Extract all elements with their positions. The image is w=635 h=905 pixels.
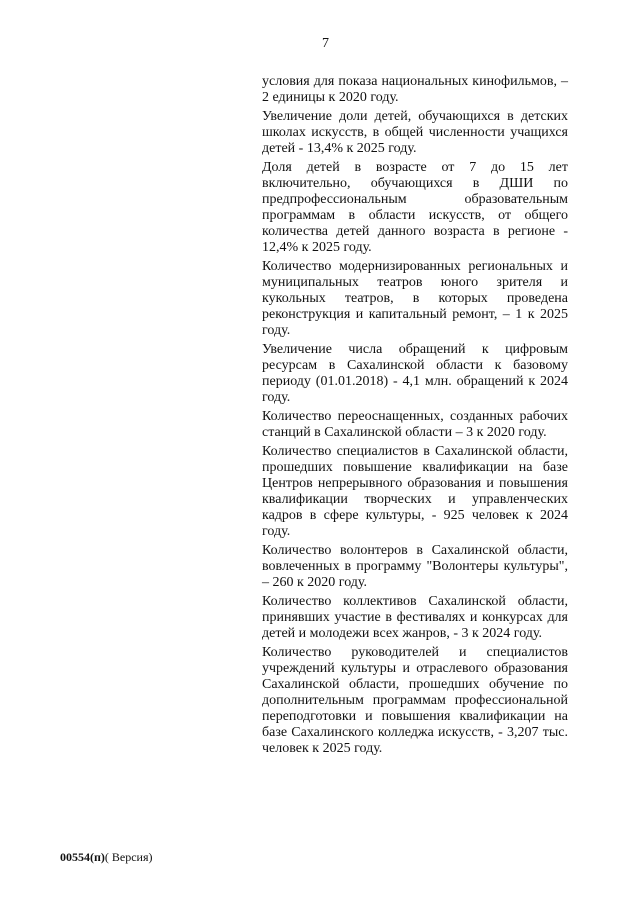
paragraph-digital-resources: Увеличение числа обращений к цифровым ресурсам в Сахалинской области к базовому периоду (01.01.2018) - 4,1 млн. обращений к 2024 году. bbox=[262, 342, 568, 405]
paragraph-cinema-films: условия для показа национальных кинофильмов, – 2 единицы к 2020 году. bbox=[262, 74, 568, 105]
document-version: ( Версия) bbox=[104, 850, 153, 864]
document-code: 00554(п) bbox=[60, 850, 105, 864]
paragraph-workstations: Количество переоснащенных, созданных рабочих станций в Сахалинской области – 3 к 2020 году. bbox=[262, 409, 568, 440]
page-number: 7 bbox=[322, 36, 329, 51]
paragraph-festivals: Количество коллективов Сахалинской области, принявших участие в фестивалях и конкурсах для детей и молодежи всех жанров, - 3 к 2024 году. bbox=[262, 594, 568, 641]
document-body bbox=[262, 74, 568, 760]
paragraph-managers-training: Количество руководителей и специалистов учреждений культуры и отраслевого образования Сахалинской области, прошедших обучение по дополнительным программам профессиональной переподготовки и повышения квалификации на базе Сахалинского колледжа искусств, - 3,207 тыс. человек к 2025 году. bbox=[262, 645, 568, 756]
paragraph-theatres-modernized: Количество модернизированных региональных и муниципальных театров юного зрителя и кукольных театров, в которых проведена реконструкция и капитальный ремонт, – 1 к 2025 году. bbox=[262, 259, 568, 338]
paragraph-art-schools-share: Увеличение доли детей, обучающихся в детских школах искусств, в общей численности учащихся детей - 13,4% к 2025 году. bbox=[262, 109, 568, 156]
paragraph-children-share-dshi: Доля детей в возрасте от 7 до 15 лет включительно, обучающихся в ДШИ по предпрофессиональным образовательным программам в области искусств, от общего количества детей данного возраста в регионе - 12,4% к 2025 году. bbox=[262, 160, 568, 255]
paragraph-specialists-training: Количество специалистов в Сахалинской области, прошедших повышение квалификации на базе Центров непрерывного образования и повышения квалификации творческих и управленческих кадров в сфере культуры, - 925 человек к 2024 году. bbox=[262, 444, 568, 539]
paragraph-volunteers: Количество волонтеров в Сахалинской области, вовлеченных в программу "Волонтеры культуры", – 260 к 2020 году. bbox=[262, 543, 568, 590]
footer-document-code bbox=[60, 850, 153, 865]
